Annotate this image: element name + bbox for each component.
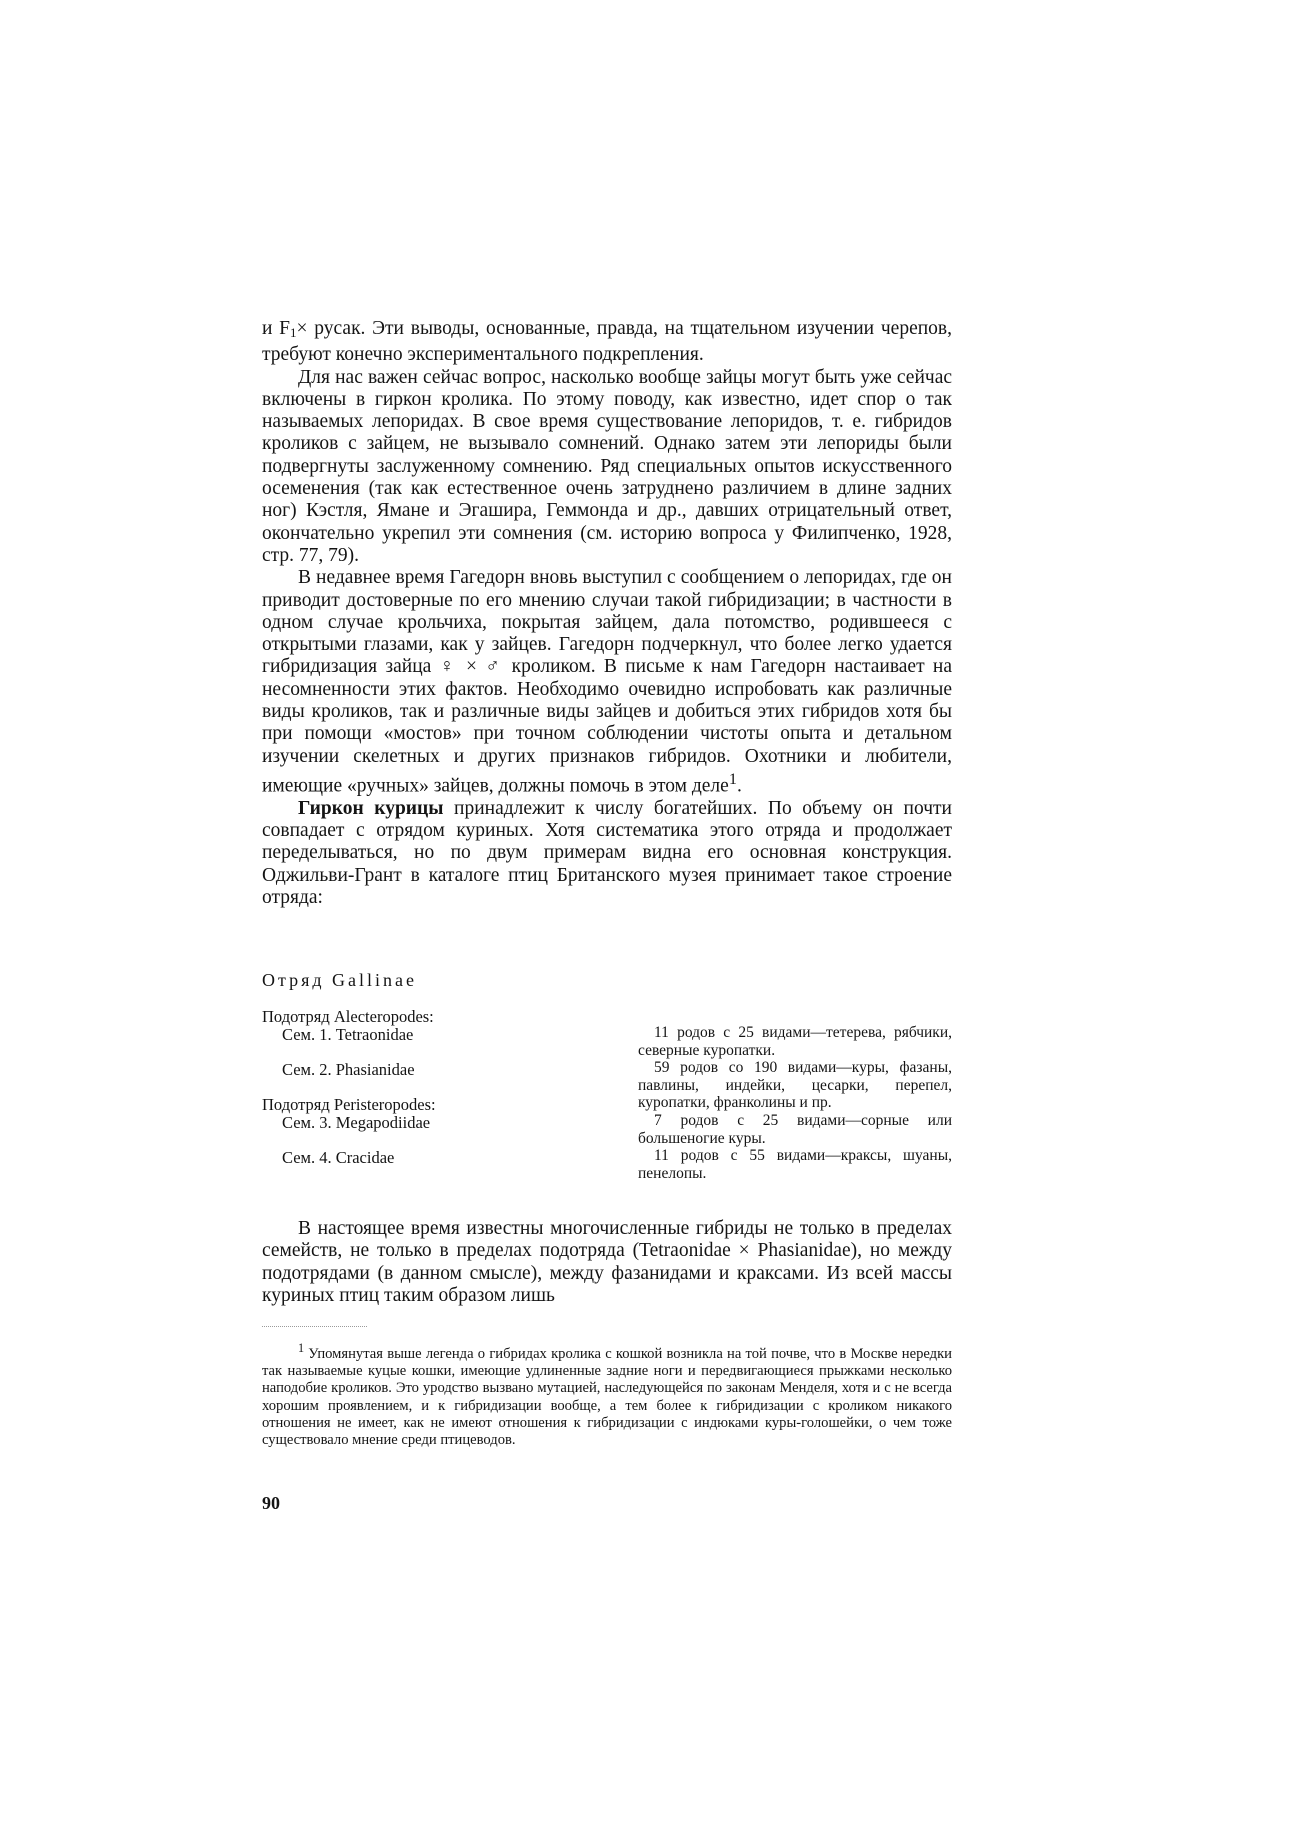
footnote-marker: 1 — [298, 1341, 305, 1355]
paragraph-chicken-gircon — [262, 798, 952, 909]
book-page — [262, 318, 953, 1513]
footnote-reference: 1 — [728, 769, 737, 788]
paragraph-leporids: Для нас важен сейчас вопрос, насколько вообще зайцы могут быть уже сейчас включены в гиркон кролика. По этому поводу, как известно, идет спор о так называемых лепоридах. В свое время существование лепоридов, т. е. гибридов кроликов с зайцем, не вызывало сомнений. Однако затем эти лепориды были подвергнуты заслуженному сомнению. Ряд специальных опытов искусственного осеменения (так как естественное очень затруднено различием в длине задних ног) Кэстля, Ямане и Эгашира, Геммонда и др., давших отрицательный ответ, окончательно укрепил эти сомнения (см. историю вопроса у Филипченко, 1928, стр. 77, 79). — [262, 366, 952, 566]
paragraph-1-text: × русак. Эти выводы, основанные, правда, на тщательном изучении черепов, требуют конечно экспериментального подкрепления. — [262, 318, 953, 366]
order-title: Отряд Gallinae — [262, 970, 417, 990]
family-2-description: 59 родов со 190 видами—куры, фазаны, павлины, индейки, цесарки, перепел, куропатки, франколины и пр. — [638, 1059, 952, 1112]
paragraph-hybrid-conclusions — [262, 318, 952, 367]
taxonomy-names — [262, 1008, 602, 1166]
paragraph-1-prefix: и F — [262, 318, 291, 339]
paragraph-4-text: принадлежит к числу богатейших. По объему он почти совпадает с отрядом куриных. Хотя систематика этого отряда и продолжает переделываться, но по двум примерам видна его основная конструкция. Оджильви-Грант в каталоге птиц Британского музея принимает такое строение отряда: — [262, 797, 952, 908]
family-1-description: 11 родов с 25 видами—тетерева, рябчики, северные куропатки. — [638, 1024, 952, 1059]
paragraph-hagedorn — [262, 567, 952, 797]
paragraph-hybrids-overview: В настоящее время известны многочисленные гибриды не только в пределах семейств, не только в пределах подотряда (Tetraonidae × Phasianidae), но между подотрядами (в данном смысле), между фазанидами и краксами. Из всей массы куриных птиц таким образом лишь — [262, 1218, 952, 1306]
footnote-divider — [262, 1326, 367, 1327]
paragraph-1-subscript: 1 — [290, 325, 297, 340]
family-phasianidae: Сем. 2. Phasianidae — [282, 1059, 415, 1079]
paragraph-3-end: . — [736, 775, 742, 797]
family-megapodiidae: Сем. 3. Megapodiidae — [282, 1112, 431, 1132]
footnote — [262, 1340, 952, 1450]
paragraph-hybrids-overview-wrap — [262, 1218, 952, 1307]
family-cracidae: Сем. 4. Cracidae — [282, 1147, 395, 1167]
family-4-description: 11 родов с 55 видами—краксы, шуаны, пенелопы. — [638, 1147, 952, 1182]
paragraph-3-text: В недавнее время Гагедорн вновь выступил с сообщением о лепоридах, где он приводит достоверные по его мнению случаи такой гибридизации; в частности в одном случае крольчиха, покрытая зайцем, дала потомство, родившееся с открытыми глазами, как у зайцев. Гагедорн подчеркнул, что более легко удается гибридизация зайца ♀ × ♂ кроликом. В письме к нам Гагедорн настаивает на несомненности этих фактов. Необходимо очевидно испробовать как различные виды кроликов, так и различные виды зайцев и добиться этих гибридов хотя бы при помощи «мостов» при точном соблюдении чистоты опыта и детальном изучении скелетных и других признаков гибридов. Охотники и любители, имеющие «ручных» зайцев, должны помочь в этом деле — [262, 567, 952, 797]
suborder-peristeropodes: Подотряд Peristeropodes: — [262, 1094, 436, 1114]
taxonomy-descriptions — [638, 1024, 952, 1182]
taxonomy-table — [262, 1007, 952, 1182]
family-tetraonidae: Сем. 1. Tetraonidae — [282, 1024, 414, 1044]
family-3-description: 7 родов с 25 видами—сорные или большеногие куры. — [638, 1111, 952, 1147]
paragraph-4-lead: Гиркон курицы — [298, 797, 444, 819]
suborder-alecteropodes: Подотряд Alecteropodes: — [262, 1007, 434, 1026]
footnote-text: Упомянутая выше легенда о гибридах кролика с кошкой возникла на той почве, что в Москве нередки так называемые куцые кошки, имеющие удлиненные задние ноги и передвигающиеся прыжками несколько наподобие кроликов. Это уродство вызвано мутацией, наследующейся по законам Менделя, хотя и с не всегда хорошим проявлением, и к гибридизации вообще, а тем более к гибридизации с кроликом никакого отношения не имеет, как не имеют отношения к гибридизации с индюками куры-голошейки, о чем тоже существовало мнение среди птицеводов. — [262, 1345, 952, 1449]
page-number: 90 — [262, 1493, 280, 1513]
